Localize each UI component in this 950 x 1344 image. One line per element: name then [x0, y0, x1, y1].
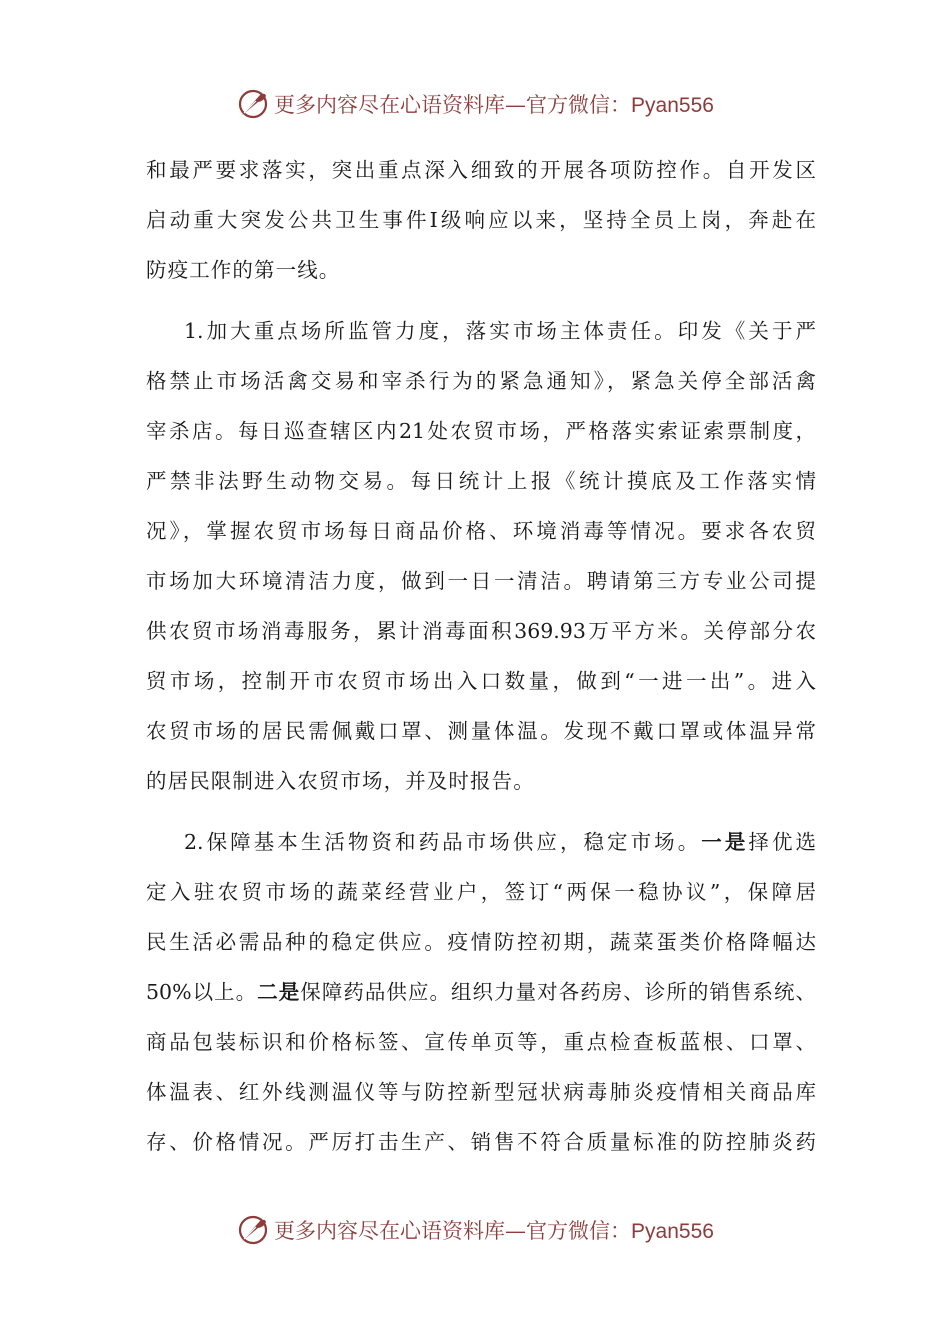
text-line: 市场加大环境清洁力度，做到一日一清洁。聘请第三方专业公司提	[146, 569, 816, 593]
emphasis-text: 二是	[257, 980, 301, 1004]
text-line: 存、价格情况。严厉打击生产、销售不符合质量标准的防控肺炎药	[146, 1130, 816, 1154]
text-line: 格禁止市场活禽交易和宰杀行为的紧急通知》，紧急关停全部活禽	[146, 369, 816, 393]
quill-logo-icon	[236, 1213, 270, 1247]
text-line: 和最严要求落实，突出重点深入细致的开展各项防控作。自开发区	[146, 158, 816, 182]
emphasis-text: 一是	[701, 830, 749, 854]
text-line: 况》，掌握农贸市场每日商品价格、环境消毒等情况。要求各农贸	[146, 519, 816, 543]
text-line: 民生活必需品种的稳定供应。疫情防控初期，蔬菜蛋类价格降幅达	[146, 930, 816, 954]
text-line: 50%以上。二是保障药品供应。组织力量对各药房、诊所的销售系统、	[146, 980, 817, 1004]
header-banner	[0, 84, 950, 124]
quill-logo-icon	[236, 87, 270, 121]
banner-text: 更多内容尽在心语资料库—官方微信：Pyan556	[274, 93, 714, 117]
text-line: 严禁非法野生动物交易。每日统计上报《统计摸底及工作落实情	[146, 469, 816, 493]
banner-text: 更多内容尽在心语资料库—官方微信：Pyan556	[274, 1219, 714, 1243]
text-line: 农贸市场的居民需佩戴口罩、测量体温。发现不戴口罩或体温异常	[146, 719, 816, 743]
text-line: 定入驻农贸市场的蔬菜经营业户，签订“两保一稳协议”，保障居	[146, 880, 816, 904]
footer-banner	[0, 1210, 950, 1250]
text-line: 防疫工作的第一线。	[146, 258, 341, 282]
text-line: 体温表、红外线测温仪等与防控新型冠状病毒肺炎疫情相关商品库	[146, 1080, 816, 1104]
text-line: 贸市场，控制开市农贸市场出入口数量，做到“一进一出”。进入	[146, 669, 816, 693]
text-line: 启动重大突发公共卫生事件Ⅰ级响应以来，坚持全员上岗，奔赴在	[146, 208, 816, 232]
text-line: 2.保障基本生活物资和药品市场供应，稳定市场。一是择优选	[184, 830, 817, 854]
text-line: 宰杀店。每日巡查辖区内21处农贸市场，严格落实索证索票制度，	[146, 419, 816, 443]
document-body	[146, 145, 816, 1167]
text-line: 供农贸市场消毒服务，累计消毒面积369.93万平方米。关停部分农	[146, 619, 816, 643]
text-line: 商品包装标识和价格标签、宣传单页等，重点检查板蓝根、口罩、	[146, 1030, 816, 1054]
text-line: 的居民限制进入农贸市场，并及时报告。	[146, 769, 535, 793]
text-line: 1.加大重点场所监管力度，落实市场主体责任。印发《关于严	[184, 319, 816, 343]
